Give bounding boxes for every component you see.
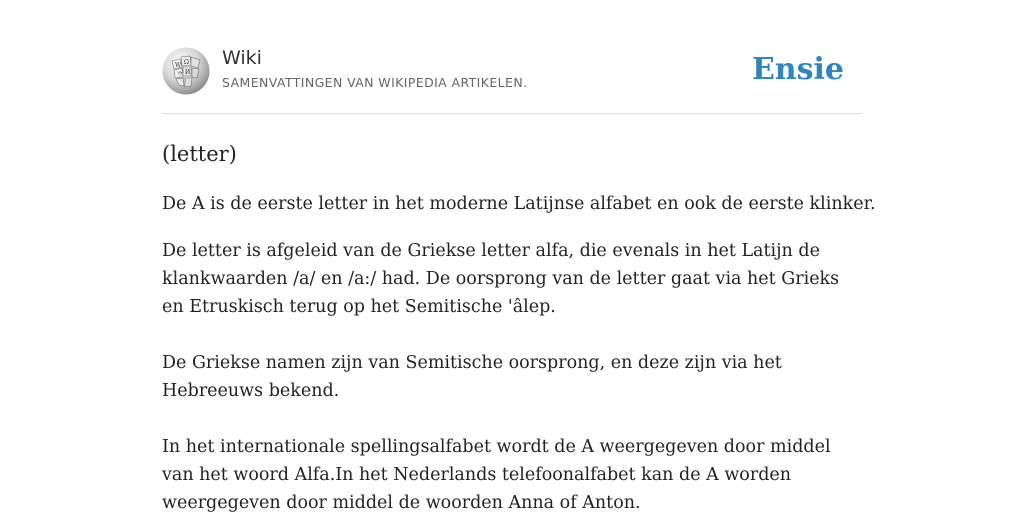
site-name[interactable]: Wiki (222, 47, 262, 69)
page-title: (letter) (162, 142, 237, 166)
article-paragraph: De letter is afgeleid van de Griekse letter alfa, die evenals in het Latijn de klankwaarden /a/ en /a:/ had. De oorsprong van de letter gaat via het Grieks en Etruskisch terug op het Semitische 'âlep. (162, 241, 840, 317)
svg-text:W: W (175, 62, 182, 69)
svg-text:ウ: ウ (177, 71, 184, 78)
article-summary: De A is de eerste letter in het moderne Latijnse alfabet en ook de eerste klinker. (162, 194, 876, 214)
wikipedia-globe-icon[interactable] (162, 47, 210, 95)
site-tagline: SAMENVATTINGEN VAN WIKIPEDIA ARTIKELEN. (222, 75, 528, 90)
page (162, 0, 876, 512)
ensie-brand-link[interactable]: Ensie (751, 52, 844, 87)
site-header (162, 44, 862, 114)
article-paragraph: In het internationale spellingsalfabet wordt de A weergegeven door middel van het woord Alfa.In het Nederlands telefoonalfabet kan de A worden weergegeven door middel de woorden Anna of Anton. (162, 437, 831, 512)
article-paragraph: De Griekse namen zijn van Semitische oorsprong, en deze zijn via het Hebreeuws bekend. (162, 353, 782, 401)
svg-text:И: И (185, 69, 191, 76)
svg-text:Ω: Ω (184, 59, 189, 66)
